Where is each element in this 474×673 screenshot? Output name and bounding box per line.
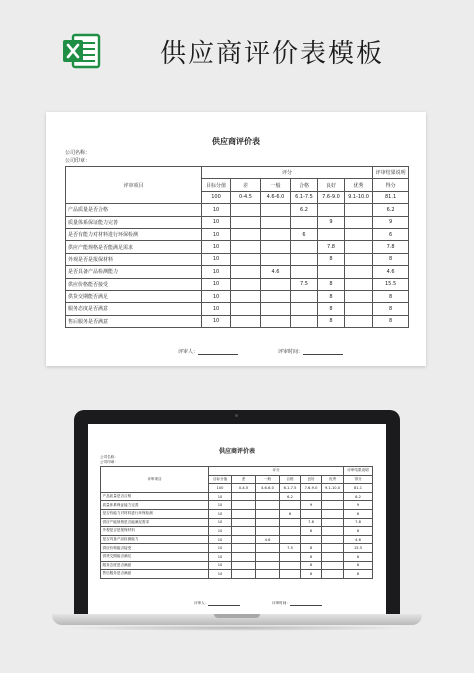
item-weight: 10 xyxy=(209,552,232,561)
grade-range: 9.1-10.0 xyxy=(322,484,344,493)
item-name: 供应产能规格是否能满足需求 xyxy=(66,241,202,253)
sheet-preview xyxy=(46,112,426,366)
grade-cell xyxy=(231,228,261,240)
table-row xyxy=(101,552,373,561)
grade-cell xyxy=(261,278,291,290)
grade-cell xyxy=(232,492,256,501)
grade-range: 9.1-10.0 xyxy=(345,191,373,203)
table-row xyxy=(66,278,409,290)
review-time-signature xyxy=(272,601,322,606)
table-row xyxy=(66,253,409,265)
item-name: 服务态度是否满意 xyxy=(101,561,209,570)
company-name-label: 公司名称： xyxy=(65,150,91,156)
item-name: 外观是否是报保材料 xyxy=(66,253,202,265)
grade-cell: 8 xyxy=(301,544,322,553)
grade-cell: 4.6 xyxy=(256,535,280,544)
grade-cell xyxy=(232,570,256,579)
grade-cell xyxy=(322,492,344,501)
item-score: 4.6 xyxy=(373,266,409,278)
item-score: 9 xyxy=(373,216,409,228)
evaluation-table xyxy=(65,166,409,328)
grade-cell xyxy=(345,266,373,278)
item-name: 是否有能力对材料进行环保检测 xyxy=(101,509,209,518)
grade-cell xyxy=(280,561,301,570)
grade-cell: 6 xyxy=(280,509,301,518)
grade-cell xyxy=(345,204,373,216)
item-score: 8 xyxy=(373,290,409,302)
table-row xyxy=(101,570,373,579)
grade-cell: 8 xyxy=(301,561,322,570)
laptop-notch xyxy=(214,614,260,618)
item-score: 8 xyxy=(344,570,373,579)
grade-cell xyxy=(261,216,291,228)
company-stamp-label: 公司印章： xyxy=(100,460,118,464)
grade-cell xyxy=(256,501,280,510)
page-header xyxy=(0,0,474,100)
grade-cell: 8 xyxy=(301,527,322,536)
grade-cell xyxy=(232,544,256,553)
item-weight: 10 xyxy=(202,204,231,216)
item-weight: 10 xyxy=(209,561,232,570)
grade-cell xyxy=(231,266,261,278)
item-weight: 10 xyxy=(209,570,232,579)
grade-cell xyxy=(322,501,344,510)
table-row xyxy=(101,518,373,527)
grade-cell xyxy=(256,561,280,570)
grade-cell: 6.2 xyxy=(280,492,301,501)
table-row xyxy=(101,561,373,570)
item-name: 是否具备产品检测能力 xyxy=(101,535,209,544)
grade-name: 良好 xyxy=(318,179,345,191)
grade-cell xyxy=(232,552,256,561)
grade-cell xyxy=(280,570,301,579)
grade-cell xyxy=(345,253,373,265)
grade-cell xyxy=(322,509,344,518)
item-score: 9 xyxy=(344,501,373,510)
camera-icon xyxy=(235,414,238,417)
grade-cell: 9 xyxy=(301,501,322,510)
total-score: 81.1 xyxy=(344,484,373,493)
item-weight: 10 xyxy=(209,492,232,501)
grade-range: 4.6-6.0 xyxy=(261,191,291,203)
table-row xyxy=(101,544,373,553)
grade-cell xyxy=(291,290,318,302)
table-header-row xyxy=(66,167,409,179)
grade-cell xyxy=(261,241,291,253)
grade-cell xyxy=(345,315,373,327)
item-score: 8 xyxy=(344,527,373,536)
item-name: 售后服务是否满意 xyxy=(101,570,209,579)
weight-header: 目标分值 xyxy=(209,475,232,484)
grade-cell xyxy=(280,527,301,536)
item-weight: 10 xyxy=(202,303,231,315)
grade-cell: 8 xyxy=(301,570,322,579)
grade-cell xyxy=(231,290,261,302)
grade-cell xyxy=(256,552,280,561)
table-row xyxy=(66,315,409,327)
grade-name: 一般 xyxy=(261,179,291,191)
item-weight: 10 xyxy=(209,501,232,510)
grade-cell: 6 xyxy=(291,228,318,240)
sheet-title: 供应商评价表 xyxy=(218,448,255,455)
total-weight: 100 xyxy=(209,484,232,493)
grade-cell xyxy=(232,518,256,527)
result-header: 评审结果说明 xyxy=(373,167,409,179)
grade-cell xyxy=(345,241,373,253)
score-sub-header: 得分 xyxy=(373,179,409,191)
company-stamp-label: 公司印章： xyxy=(65,158,91,164)
grade-cell xyxy=(301,509,322,518)
grade-name: 合格 xyxy=(280,475,301,484)
result-header: 评审结果说明 xyxy=(344,467,373,476)
reviewer-signature xyxy=(194,601,240,606)
grade-cell xyxy=(322,561,344,570)
item-weight: 10 xyxy=(202,290,231,302)
grade-cell xyxy=(256,544,280,553)
page-title: 供应商评价表模板 xyxy=(160,39,385,69)
grade-cell: 7.5 xyxy=(291,278,318,290)
review-time-label: 评审时间： xyxy=(272,601,290,605)
item-name: 供应价格能否接受 xyxy=(101,544,209,553)
grade-cell xyxy=(291,241,318,253)
laptop-screen xyxy=(88,424,386,614)
item-name: 质量体系保证能力完善 xyxy=(66,216,202,228)
item-score: 6.2 xyxy=(344,492,373,501)
item-name: 产品质量是否合格 xyxy=(101,492,209,501)
item-header: 评审项目 xyxy=(101,467,209,493)
grade-cell: 8 xyxy=(318,315,345,327)
grade-cell xyxy=(301,492,322,501)
reviewer-label: 评审人： xyxy=(194,601,209,605)
grade-cell: 7.8 xyxy=(318,241,345,253)
grade-cell xyxy=(322,570,344,579)
item-weight: 10 xyxy=(202,241,231,253)
grade-cell xyxy=(280,501,301,510)
grade-cell xyxy=(261,303,291,315)
grade-name: 一般 xyxy=(256,475,280,484)
grade-cell xyxy=(231,278,261,290)
grade-cell xyxy=(291,315,318,327)
grade-cell xyxy=(256,527,280,536)
item-name: 是否有能力对材料进行环保检测 xyxy=(66,228,202,240)
total-score: 81.1 xyxy=(373,191,409,203)
grade-cell xyxy=(301,535,322,544)
grade-range: 0-4.5 xyxy=(232,484,256,493)
score-sub-header: 得分 xyxy=(344,475,373,484)
item-score: 15.5 xyxy=(373,278,409,290)
grade-range: 0-4.5 xyxy=(231,191,261,203)
laptop-base xyxy=(52,614,422,625)
grade-name: 差 xyxy=(231,179,261,191)
table-row xyxy=(66,241,409,253)
evaluation-table xyxy=(100,466,373,579)
item-score: 15.5 xyxy=(344,544,373,553)
grade-cell xyxy=(322,535,344,544)
table-row xyxy=(66,303,409,315)
grade-cell xyxy=(261,204,291,216)
grade-cell: 7.8 xyxy=(301,518,322,527)
grade-name: 优秀 xyxy=(345,179,373,191)
item-name: 供应价格能否接受 xyxy=(66,278,202,290)
table-row xyxy=(101,492,373,501)
grade-cell xyxy=(318,266,345,278)
grade-cell xyxy=(291,266,318,278)
laptop-mockup xyxy=(74,410,400,616)
grade-cell xyxy=(231,315,261,327)
grade-range: 6.1-7.5 xyxy=(291,191,318,203)
item-score: 8 xyxy=(373,303,409,315)
grade-cell xyxy=(256,509,280,518)
grade-cell xyxy=(261,290,291,302)
item-name: 供货交期能否满足 xyxy=(66,290,202,302)
grade-cell: 7.5 xyxy=(280,544,301,553)
item-name: 服务态度是否满意 xyxy=(66,303,202,315)
item-name: 售后服务是否满意 xyxy=(66,315,202,327)
grade-cell: 8 xyxy=(318,253,345,265)
grade-cell xyxy=(322,552,344,561)
table-row xyxy=(66,290,409,302)
table-row xyxy=(66,204,409,216)
excel-icon xyxy=(60,30,102,72)
item-score: 7.8 xyxy=(373,241,409,253)
grade-name: 差 xyxy=(232,475,256,484)
grade-cell xyxy=(232,527,256,536)
grade-cell xyxy=(231,303,261,315)
grade-cell xyxy=(231,204,261,216)
grade-cell xyxy=(291,303,318,315)
grade-cell xyxy=(231,241,261,253)
grade-cell xyxy=(345,216,373,228)
item-score: 6 xyxy=(373,228,409,240)
score-header: 评分 xyxy=(209,467,344,476)
grade-cell xyxy=(232,535,256,544)
item-name: 外观是否是报保材料 xyxy=(101,527,209,536)
item-header: 评审项目 xyxy=(66,167,202,204)
grade-cell xyxy=(345,290,373,302)
grade-cell xyxy=(280,552,301,561)
item-name: 质量体系保证能力完善 xyxy=(101,501,209,510)
item-weight: 10 xyxy=(209,544,232,553)
item-weight: 10 xyxy=(202,253,231,265)
grade-cell: 6.2 xyxy=(291,204,318,216)
sheet-title: 供应商评价表 xyxy=(212,137,260,146)
item-name: 是否具备产品检测能力 xyxy=(66,266,202,278)
item-score: 6.2 xyxy=(373,204,409,216)
table-row xyxy=(101,509,373,518)
item-score: 8 xyxy=(344,561,373,570)
review-time-signature xyxy=(278,348,343,355)
grade-cell xyxy=(322,544,344,553)
item-weight: 10 xyxy=(202,278,231,290)
item-weight: 10 xyxy=(202,216,231,228)
grade-cell xyxy=(232,561,256,570)
grade-range: 7.6-9.0 xyxy=(318,191,345,203)
item-score: 4.6 xyxy=(344,535,373,544)
grade-cell: 8 xyxy=(318,290,345,302)
item-score: 8 xyxy=(373,253,409,265)
grade-name: 优秀 xyxy=(322,475,344,484)
grade-cell xyxy=(322,527,344,536)
table-row xyxy=(101,535,373,544)
grade-cell xyxy=(291,253,318,265)
grade-cell xyxy=(345,303,373,315)
item-weight: 10 xyxy=(209,518,232,527)
table-row xyxy=(66,266,409,278)
grade-cell xyxy=(256,492,280,501)
reviewer-signature xyxy=(178,348,238,355)
grade-cell xyxy=(318,204,345,216)
grade-cell: 8 xyxy=(301,552,322,561)
item-score: 8 xyxy=(373,315,409,327)
grade-cell xyxy=(231,216,261,228)
grade-name: 良好 xyxy=(301,475,322,484)
grade-cell xyxy=(318,228,345,240)
table-row xyxy=(66,228,409,240)
grade-cell xyxy=(256,570,280,579)
item-name: 供货交期能否满足 xyxy=(101,552,209,561)
weight-header: 目标分值 xyxy=(202,179,231,191)
reviewer-label: 评审人： xyxy=(178,349,199,355)
total-weight: 100 xyxy=(202,191,231,203)
grade-cell xyxy=(232,509,256,518)
table-row xyxy=(101,527,373,536)
grade-cell xyxy=(261,228,291,240)
item-weight: 10 xyxy=(209,509,232,518)
grade-cell xyxy=(291,216,318,228)
grade-cell: 4.6 xyxy=(261,266,291,278)
grade-cell xyxy=(280,535,301,544)
item-score: 7.8 xyxy=(344,518,373,527)
company-name-label: 公司名称： xyxy=(100,455,118,459)
grade-cell xyxy=(261,315,291,327)
item-name: 供应产能规格是否能满足需求 xyxy=(101,518,209,527)
grade-cell xyxy=(231,253,261,265)
grade-cell xyxy=(261,253,291,265)
item-weight: 10 xyxy=(209,535,232,544)
table-row xyxy=(66,216,409,228)
score-header: 评分 xyxy=(202,167,373,179)
grade-range: 7.6-9.0 xyxy=(301,484,322,493)
review-time-label: 评审时间： xyxy=(278,349,304,355)
grade-cell xyxy=(345,228,373,240)
grade-cell xyxy=(322,518,344,527)
item-weight: 10 xyxy=(202,315,231,327)
grade-cell: 8 xyxy=(318,278,345,290)
item-score: 8 xyxy=(344,552,373,561)
grade-cell xyxy=(232,501,256,510)
item-weight: 10 xyxy=(202,266,231,278)
grade-range: 4.6-6.0 xyxy=(256,484,280,493)
item-score: 6 xyxy=(344,509,373,518)
grade-name: 合格 xyxy=(291,179,318,191)
item-name: 产品质量是否合格 xyxy=(66,204,202,216)
table-row xyxy=(101,501,373,510)
grade-cell: 8 xyxy=(318,303,345,315)
item-weight: 10 xyxy=(209,527,232,536)
laptop-shadow xyxy=(60,625,414,631)
grade-cell xyxy=(256,518,280,527)
table-header-row xyxy=(101,467,373,476)
item-weight: 10 xyxy=(202,228,231,240)
grade-range: 6.1-7.5 xyxy=(280,484,301,493)
grade-cell xyxy=(280,518,301,527)
grade-cell xyxy=(345,278,373,290)
grade-cell: 9 xyxy=(318,216,345,228)
